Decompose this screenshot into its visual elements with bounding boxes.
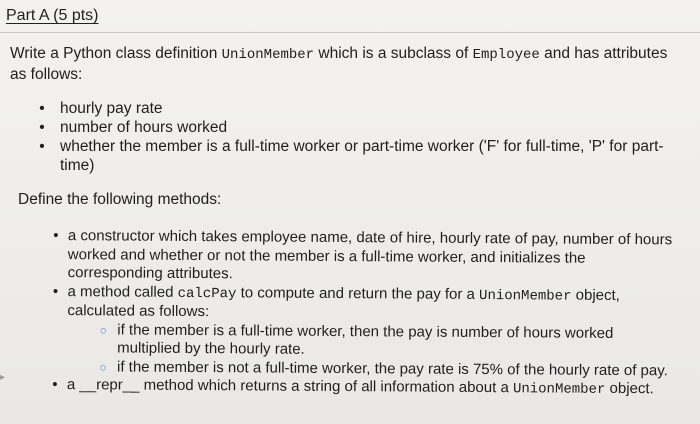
list-item — [50, 227, 680, 287]
bullet-icon: • — [39, 100, 45, 117]
title-divider — [0, 32, 700, 33]
sub-list-item — [97, 321, 679, 362]
bullet-icon: • — [39, 138, 45, 155]
constructor-text: a constructor which takes employee name, date of hire, hourly rate of pay, number of hours worked and whether or not the member is a full-time worker, and initializes the corresponding attributes. — [67, 227, 673, 283]
intro-text-2: which is a subclass of — [314, 45, 473, 62]
calcpay-sub-list — [97, 321, 679, 381]
intro-paragraph — [10, 44, 670, 85]
sub-item-text: if the member is a full-time worker, then the pay is number of hours worked multiplied by the hourly rate. — [117, 320, 614, 358]
calcpay-text-3: object, calculated as follows: — [67, 286, 620, 321]
methods-heading: Define the following methods: — [18, 191, 222, 208]
list-item — [36, 99, 676, 118]
list-item — [36, 118, 676, 137]
circle-bullet-icon: ○ — [99, 322, 107, 337]
repr-method-code: __repr__ — [79, 376, 140, 394]
bullet-icon: • — [53, 227, 59, 245]
repr-text-1: a — [66, 376, 80, 394]
intro-text-3: and has attributes as follows: — [10, 45, 668, 83]
edge-arrow-icon: ▸ — [0, 372, 6, 383]
list-item — [49, 282, 680, 380]
class-name-code: UnionMember — [512, 381, 606, 398]
class-name-code: UnionMember — [479, 287, 572, 305]
attribute-text: whether the member is a full-time worker or part-time worker ('F' for full-time, 'P' for part-time) — [60, 138, 664, 174]
calcpay-text-1: a method called — [67, 282, 178, 301]
calcpay-text-2: to compute and return the pay for a — [236, 283, 480, 303]
bullet-icon: • — [39, 119, 45, 136]
attribute-list — [36, 99, 676, 175]
bullet-icon: • — [52, 376, 58, 394]
list-item — [49, 376, 679, 400]
list-item — [36, 137, 676, 175]
class-name-code: UnionMember — [221, 47, 315, 63]
repr-text-2: method which returns a string of all information about a — [139, 376, 514, 397]
bullet-icon: • — [52, 282, 59, 300]
calcpay-method-code: calcPay — [177, 285, 237, 302]
base-class-code: Employee — [472, 47, 540, 63]
sub-item-text: if the member is not a full-time worker, the pay rate is 75% of the hourly rate of pay. — [116, 357, 668, 379]
method-list — [49, 227, 680, 400]
circle-bullet-icon: ○ — [99, 359, 107, 374]
attribute-text: hourly pay rate — [60, 100, 163, 117]
part-title: Part A (5 pts) — [6, 7, 99, 24]
intro-text-1: Write a Python class definition — [10, 45, 222, 62]
repr-text-3: object. — [605, 379, 654, 398]
attribute-text: number of hours worked — [60, 119, 228, 136]
